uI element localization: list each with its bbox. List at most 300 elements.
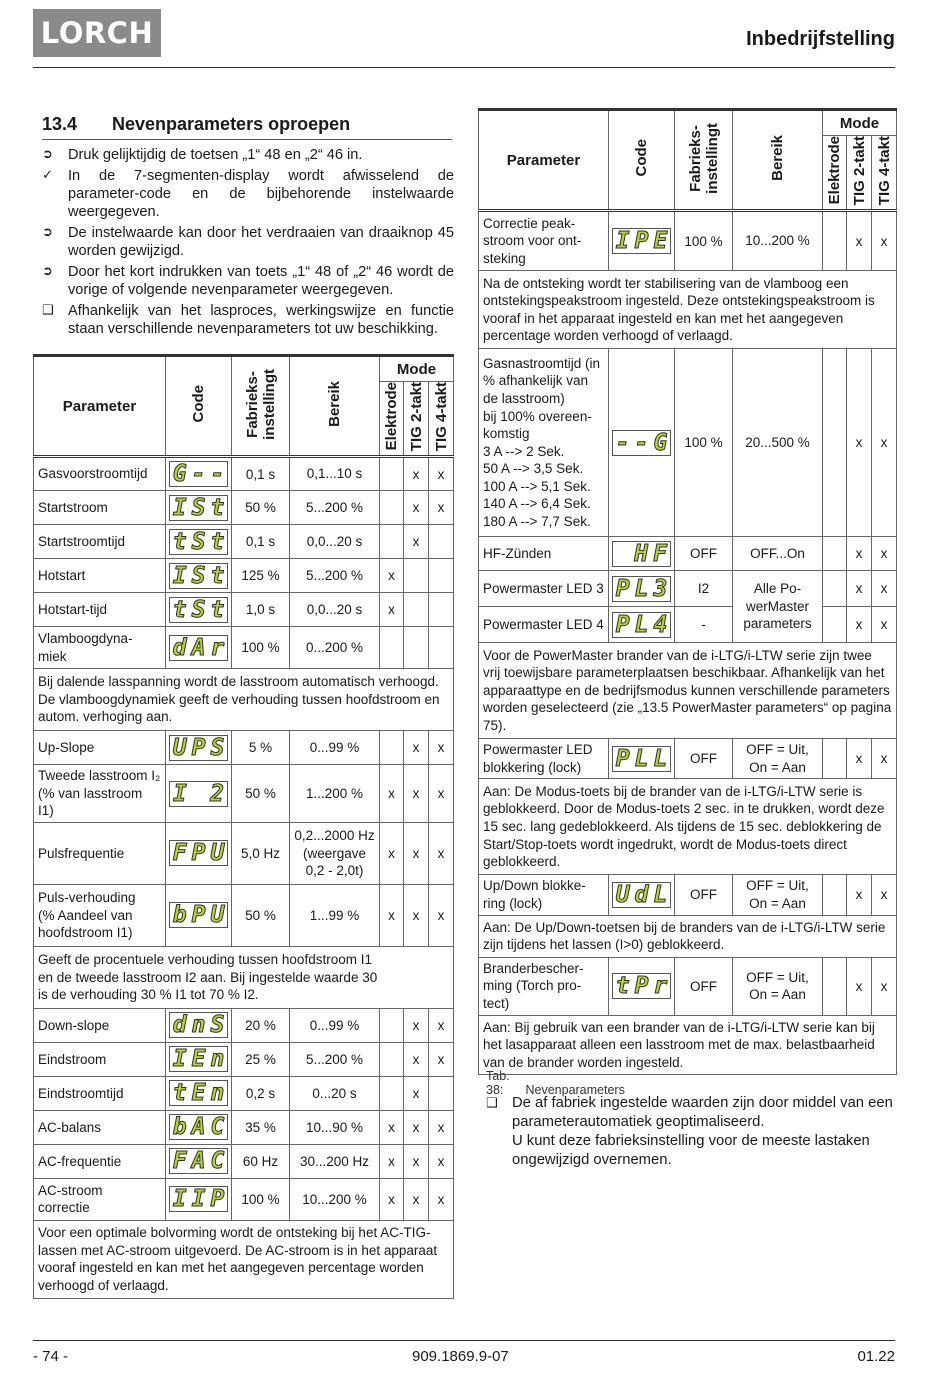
factory-value: 100 % bbox=[232, 1178, 290, 1220]
instruction-item bbox=[42, 167, 454, 221]
table-row bbox=[34, 884, 454, 946]
mode-mark: x bbox=[847, 957, 872, 1015]
table-row bbox=[479, 957, 897, 1015]
segment-digit: d bbox=[172, 1012, 187, 1039]
parameter-name: Powermaster LED blokkering (lock) bbox=[479, 739, 609, 779]
mode-mark: x bbox=[847, 571, 872, 607]
segment-digit: E bbox=[191, 1080, 206, 1107]
footer-rule bbox=[33, 1340, 895, 1341]
section-heading bbox=[42, 114, 452, 140]
mode-mark: x bbox=[404, 822, 429, 884]
segment-digit: t bbox=[210, 562, 225, 589]
display-code bbox=[609, 957, 675, 1015]
parameter-name: Branderbescher- ming (Torch pro- tect) bbox=[479, 957, 609, 1015]
mode-mark: x bbox=[380, 822, 404, 884]
header-factory-setting-text: Fabrieks- instellingt bbox=[243, 368, 278, 440]
mode-mark: x bbox=[429, 1042, 454, 1076]
range-value: OFF = Uit, On = Aan bbox=[733, 875, 823, 915]
display-code bbox=[166, 593, 232, 627]
seven-segment-display bbox=[169, 902, 228, 928]
header-mode: Mode bbox=[380, 356, 454, 382]
display-code bbox=[609, 739, 675, 779]
seven-segment-display bbox=[169, 1080, 228, 1106]
parameter-name: Eindstroom bbox=[34, 1042, 166, 1076]
arrow-icon: ➲ bbox=[42, 264, 53, 279]
segment-digit: d bbox=[172, 634, 187, 661]
segment-digit: L bbox=[634, 575, 649, 602]
table-note-row bbox=[479, 915, 897, 957]
table-row bbox=[34, 491, 454, 525]
display-code bbox=[166, 1110, 232, 1144]
display-code bbox=[166, 525, 232, 559]
segment-digit: F bbox=[653, 540, 667, 567]
mode-mark bbox=[823, 537, 847, 571]
mode-mark bbox=[823, 739, 847, 779]
mode-mark: x bbox=[404, 1008, 429, 1042]
mode-mark: x bbox=[872, 537, 897, 571]
table-note-row bbox=[479, 1015, 897, 1075]
instruction-text: De instelwaarde kan door het verdraaien van draaiknop 45 worden gewijzigd. bbox=[68, 225, 454, 259]
table-note: Voor een optimale bolvorming wordt de ontsteking bij het AC-TIG-lassen met AC-stroom uitgevoerd. De AC-stroom is in het apparaat vooraf ingesteld en kan met het aangegeven percentage worden verhoogd of verlaagd. bbox=[34, 1220, 454, 1298]
arrow-icon: ➲ bbox=[42, 225, 53, 240]
segment-digit: t bbox=[172, 596, 187, 623]
segment-digit: - bbox=[210, 461, 225, 488]
parameter-name: Hotstart bbox=[34, 559, 166, 593]
factory-value: OFF bbox=[675, 875, 733, 915]
table-note: Geeft de procentuele verhouding tussen hoofdstroom I1 en de tweede lasstroom I2 aan. Bij ingestelde waarde 30 is de verhouding 30 % I1 tot 70 % I2. bbox=[34, 946, 454, 1008]
segment-digit: b bbox=[172, 1114, 187, 1141]
segment-digit: - bbox=[634, 429, 649, 456]
seven-segment-display bbox=[169, 1046, 228, 1072]
header-mode: Mode bbox=[823, 110, 897, 136]
parameter-name: Pulsfrequentie bbox=[34, 822, 166, 884]
table-row bbox=[34, 765, 454, 823]
mode-mark: x bbox=[404, 1178, 429, 1220]
table-row bbox=[34, 1008, 454, 1042]
range-value: 20...500 % bbox=[733, 349, 823, 537]
mode-mark: x bbox=[404, 525, 429, 559]
display-code bbox=[166, 559, 232, 593]
section-title: Nevenparameters oproepen bbox=[112, 114, 351, 134]
table-row bbox=[34, 559, 454, 593]
segment-digit: P bbox=[191, 840, 206, 867]
mode-mark: x bbox=[872, 349, 897, 537]
parameter-name: AC-balans bbox=[34, 1110, 166, 1144]
segment-digit: 3 bbox=[653, 575, 668, 602]
factory-value: 0,1 s bbox=[232, 457, 290, 491]
range-value: 1...200 % bbox=[290, 765, 380, 823]
table-row bbox=[34, 1144, 454, 1178]
intro-instructions bbox=[42, 146, 454, 341]
header-mode-label: Elektrode bbox=[826, 136, 843, 205]
factory-value: 5 % bbox=[232, 731, 290, 765]
factory-value: 1,0 s bbox=[232, 593, 290, 627]
range-value: 0,0...20 s bbox=[290, 525, 380, 559]
parameter-name: Hotstart-tijd bbox=[34, 593, 166, 627]
table-note-row bbox=[479, 643, 897, 739]
segment-digit: A bbox=[191, 1148, 206, 1175]
table-row bbox=[479, 537, 897, 571]
segment-digit: 2 bbox=[210, 780, 224, 807]
header-range-text: Bereik bbox=[769, 135, 786, 182]
display-code bbox=[609, 607, 675, 643]
display-code bbox=[166, 884, 232, 946]
segment-digit: G bbox=[172, 461, 187, 488]
mode-mark: x bbox=[429, 457, 454, 491]
mode-mark: x bbox=[429, 1178, 454, 1220]
mode-mark: x bbox=[847, 739, 872, 779]
range-value: 1...99 % bbox=[290, 884, 380, 946]
mode-mark bbox=[823, 571, 847, 607]
header-range bbox=[290, 356, 380, 457]
range-value: OFF...On bbox=[733, 537, 823, 571]
parameter-name: AC-stroom correctie bbox=[34, 1178, 166, 1220]
segment-digit: I bbox=[173, 780, 187, 807]
mode-mark bbox=[380, 1042, 404, 1076]
mode-mark: x bbox=[404, 457, 429, 491]
mode-mark: x bbox=[872, 957, 897, 1015]
table-note: Voor de PowerMaster brander van de i-LTG/i-LTW serie zijn twee vrij toewijsbare parameterplaatsen beschikbaar. Afhankelijk van het apparaattype en de bedrijfsmodus kunnen verschillende parameters worden geselecteerd (zie „13.5 PowerMaster parameters“ op pagina 75). bbox=[479, 643, 897, 739]
parameter-name: Puls-verhouding (% Aandeel van hoofdstroom I1) bbox=[34, 884, 166, 946]
mode-mark: x bbox=[404, 1042, 429, 1076]
segment-digit: U bbox=[210, 902, 225, 929]
header-mode-label: TIG 4-takt bbox=[875, 136, 893, 206]
mode-mark bbox=[380, 627, 404, 669]
segment-digit: I bbox=[615, 228, 630, 255]
range-value: 0...99 % bbox=[290, 731, 380, 765]
header-mode-label: TIG 2-takt bbox=[407, 382, 425, 452]
header-code bbox=[166, 356, 232, 457]
seven-segment-display bbox=[169, 840, 228, 866]
mode-mark: x bbox=[404, 765, 429, 823]
segment-digit: A bbox=[191, 1114, 206, 1141]
segment-digit: r bbox=[653, 973, 668, 1000]
range-value: 0,2...2000 Hz (weergave 0,2 - 2,0t) bbox=[290, 822, 380, 884]
range-value: OFF = Uit, On = Aan bbox=[733, 739, 823, 779]
display-code bbox=[166, 731, 232, 765]
segment-digit: S bbox=[191, 528, 206, 555]
segment-digit: d bbox=[634, 881, 649, 908]
parameter-name: Up-Slope bbox=[34, 731, 166, 765]
segment-digit: G bbox=[653, 429, 668, 456]
mode-mark bbox=[380, 525, 404, 559]
header-code-text: Code bbox=[190, 385, 207, 423]
segment-digit: t bbox=[210, 596, 225, 623]
mode-mark bbox=[429, 1076, 454, 1110]
mode-mark: x bbox=[872, 211, 897, 271]
factory-value: 0,1 s bbox=[232, 525, 290, 559]
display-code bbox=[609, 349, 675, 537]
segment-digit: I bbox=[172, 494, 187, 521]
segment-digit: n bbox=[191, 1012, 206, 1039]
mode-mark: x bbox=[872, 571, 897, 607]
segment-digit: H bbox=[634, 540, 649, 567]
display-code bbox=[166, 491, 232, 525]
range-value: 5...200 % bbox=[290, 1042, 380, 1076]
mode-mark bbox=[823, 957, 847, 1015]
footer-page-number: - 74 - bbox=[33, 1348, 69, 1365]
segment-digit: S bbox=[191, 494, 206, 521]
table-note: Aan: De Up/Down-toetsen bij de branders van de i-LTG/i-LTW serie zijn tijdens het lassen (I>0) geblokkeerd. bbox=[479, 915, 897, 957]
mode-mark: x bbox=[847, 211, 872, 271]
table-row bbox=[34, 525, 454, 559]
mode-mark bbox=[380, 457, 404, 491]
segment-digit: A bbox=[191, 634, 206, 661]
parameter-name: Vlamboogdyna- miek bbox=[34, 627, 166, 669]
factory-value: 25 % bbox=[232, 1042, 290, 1076]
table-row bbox=[34, 1110, 454, 1144]
table-note-row bbox=[34, 1220, 454, 1298]
checkbox-icon: ❑ bbox=[486, 1096, 498, 1111]
segment-digit: I bbox=[172, 1046, 187, 1073]
seven-segment-display bbox=[169, 1148, 228, 1174]
segment-digit: E bbox=[653, 228, 668, 255]
header-parameter: Parameter bbox=[34, 356, 166, 457]
table-row bbox=[34, 731, 454, 765]
instruction-text: Door het kort indrukken van toets „1“ 48 of „2“ 46 wordt de vorige of volgende nevenparameter weergegeven. bbox=[68, 264, 454, 298]
range-value: 10...200 % bbox=[290, 1178, 380, 1220]
factory-value: OFF bbox=[675, 739, 733, 779]
checkmark-icon: ✓ bbox=[42, 168, 53, 183]
segment-digit: S bbox=[210, 734, 225, 761]
seven-segment-display bbox=[612, 746, 671, 772]
seven-segment-display bbox=[169, 461, 228, 487]
mode-mark bbox=[429, 559, 454, 593]
header-mode-2 bbox=[872, 136, 897, 211]
mode-mark: x bbox=[380, 1110, 404, 1144]
range-value: 0...20 s bbox=[290, 1076, 380, 1110]
range-value: 10...200 % bbox=[733, 211, 823, 271]
segment-digit: b bbox=[172, 902, 187, 929]
factory-value: 60 Hz bbox=[232, 1144, 290, 1178]
segment-digit: - bbox=[615, 429, 630, 456]
display-code bbox=[166, 1042, 232, 1076]
table-row bbox=[34, 1042, 454, 1076]
segment-digit: U bbox=[172, 734, 187, 761]
range-value: 0,1...10 s bbox=[290, 457, 380, 491]
factory-value: 35 % bbox=[232, 1110, 290, 1144]
table-row bbox=[479, 875, 897, 915]
parameter-name: HF-Zünden bbox=[479, 537, 609, 571]
factory-value: OFF bbox=[675, 957, 733, 1015]
header-code bbox=[609, 110, 675, 211]
parameter-name: Gasvoorstroomtijd bbox=[34, 457, 166, 491]
display-code bbox=[166, 1178, 232, 1220]
factory-value: - bbox=[675, 607, 733, 643]
instruction-item bbox=[42, 263, 454, 299]
segment-digit: P bbox=[191, 902, 206, 929]
table-row bbox=[479, 349, 897, 537]
seven-segment-display bbox=[169, 1114, 228, 1140]
factory-value: 0,2 s bbox=[232, 1076, 290, 1110]
mode-mark: x bbox=[429, 884, 454, 946]
segment-digit: t bbox=[210, 494, 225, 521]
range-value: 5...200 % bbox=[290, 559, 380, 593]
segment-digit: P bbox=[615, 611, 630, 638]
segment-digit: n bbox=[210, 1046, 225, 1073]
display-code bbox=[166, 1144, 232, 1178]
mode-mark: x bbox=[429, 1144, 454, 1178]
mode-mark: x bbox=[380, 884, 404, 946]
parameter-name: Eindstroomtijd bbox=[34, 1076, 166, 1110]
table-row bbox=[479, 607, 897, 643]
parameter-name: Powermaster LED 4 bbox=[479, 607, 609, 643]
mode-mark: x bbox=[404, 884, 429, 946]
segment-digit: C bbox=[210, 1148, 225, 1175]
factory-value: 50 % bbox=[232, 491, 290, 525]
mode-mark: x bbox=[404, 1076, 429, 1110]
seven-segment-display bbox=[612, 541, 671, 567]
parameter-name: Up/Down blokke- ring (lock) bbox=[479, 875, 609, 915]
parameter-name: AC-frequentie bbox=[34, 1144, 166, 1178]
factory-value: I2 bbox=[675, 571, 733, 607]
seven-segment-display bbox=[169, 495, 228, 521]
header-factory-setting bbox=[675, 110, 733, 211]
seven-segment-display bbox=[612, 228, 671, 254]
mode-mark bbox=[823, 349, 847, 537]
mode-mark bbox=[404, 593, 429, 627]
segment-digit: P bbox=[615, 745, 630, 772]
seven-segment-display bbox=[169, 597, 228, 623]
page-header-title: Inbedrijfstelling bbox=[746, 28, 895, 50]
table-row bbox=[34, 1076, 454, 1110]
table-note-row bbox=[34, 946, 454, 1008]
closing-note bbox=[486, 1094, 896, 1170]
table-note: Aan: De Modus-toets bij de brander van de i-LTG/i-LTW serie is geblokkeerd. Door de Modus-toets 2 sec. in te drukken, wordt deze 15 sec. lang gedeblokkeerd. Als tijdens de 15 sec. deblokkering de Start/Stop-toets wordt ingedrukt, wordt de Modus-toets direct geblokkeerd. bbox=[479, 779, 897, 875]
segment-digit: I bbox=[191, 1186, 206, 1213]
segment-digit: P bbox=[634, 228, 649, 255]
mode-mark: x bbox=[380, 1144, 404, 1178]
factory-value: 20 % bbox=[232, 1008, 290, 1042]
mode-mark: x bbox=[872, 875, 897, 915]
seven-segment-display bbox=[169, 1186, 228, 1212]
header-mode-0 bbox=[823, 136, 847, 211]
segment-digit: - bbox=[191, 461, 206, 488]
table-caption bbox=[486, 1069, 625, 1097]
header-mode-2 bbox=[429, 382, 454, 457]
segment-digit: P bbox=[191, 734, 206, 761]
mode-mark: x bbox=[404, 1144, 429, 1178]
lorch-logo: LORCH bbox=[33, 9, 161, 57]
segment-digit: U bbox=[210, 840, 225, 867]
segment-digit: L bbox=[653, 745, 668, 772]
mode-mark bbox=[429, 627, 454, 669]
parameter-name: Down-slope bbox=[34, 1008, 166, 1042]
mode-mark: x bbox=[380, 559, 404, 593]
segment-digit: t bbox=[615, 973, 630, 1000]
footer-doc-number: 909.1869.9-07 bbox=[412, 1348, 509, 1365]
display-code bbox=[609, 571, 675, 607]
mode-mark bbox=[404, 627, 429, 669]
header-parameter: Parameter bbox=[479, 110, 609, 211]
header-mode-1 bbox=[404, 382, 429, 457]
segment-digit: I bbox=[172, 1186, 187, 1213]
header-range-text: Bereik bbox=[326, 381, 343, 428]
segment-digit: r bbox=[210, 634, 225, 661]
display-code bbox=[166, 822, 232, 884]
header-code-text: Code bbox=[633, 139, 650, 177]
instruction-item bbox=[42, 302, 454, 338]
display-code bbox=[166, 765, 232, 823]
header-factory-setting bbox=[232, 356, 290, 457]
range-value: 5...200 % bbox=[290, 491, 380, 525]
section-number: 13.4 bbox=[42, 114, 78, 134]
header-mode-1 bbox=[847, 136, 872, 211]
mode-mark: x bbox=[847, 349, 872, 537]
seven-segment-display bbox=[612, 882, 671, 908]
segment-digit: n bbox=[210, 1080, 225, 1107]
segment-digit: F bbox=[172, 840, 187, 867]
seven-segment-display bbox=[612, 973, 671, 999]
seven-segment-display bbox=[169, 635, 228, 661]
factory-value: 100 % bbox=[675, 211, 733, 271]
range-value: 0...99 % bbox=[290, 1008, 380, 1042]
mode-mark: x bbox=[872, 607, 897, 643]
table-note-row bbox=[479, 779, 897, 875]
segment-digit: P bbox=[634, 973, 649, 1000]
seven-segment-display bbox=[612, 576, 671, 602]
mode-mark bbox=[823, 875, 847, 915]
table-note: Bij dalende lasspanning wordt de lasstroom automatisch verhoogd. De vlamboogdynamiek geeft de verhouding tussen hoofdstroom en autom. verhoging aan. bbox=[34, 669, 454, 731]
table-note-row bbox=[34, 669, 454, 731]
mode-mark: x bbox=[429, 491, 454, 525]
segment-digit: P bbox=[615, 575, 630, 602]
mode-mark: x bbox=[847, 875, 872, 915]
mode-mark bbox=[380, 1076, 404, 1110]
mode-mark: x bbox=[429, 731, 454, 765]
table-row bbox=[34, 627, 454, 669]
seven-segment-display bbox=[612, 612, 671, 638]
mode-mark: x bbox=[380, 593, 404, 627]
instruction-item bbox=[42, 146, 454, 164]
range-value: 0...200 % bbox=[290, 627, 380, 669]
mode-mark: x bbox=[429, 822, 454, 884]
mode-mark bbox=[380, 1008, 404, 1042]
caption-label: Tab. 38: bbox=[486, 1069, 510, 1097]
range-value: Alle Po- werMaster parameters bbox=[733, 571, 823, 643]
mode-mark: x bbox=[429, 765, 454, 823]
factory-value: 50 % bbox=[232, 765, 290, 823]
factory-value: 5,0 Hz bbox=[232, 822, 290, 884]
table-row bbox=[479, 571, 897, 607]
seven-segment-display bbox=[169, 1012, 228, 1038]
mode-mark: x bbox=[404, 491, 429, 525]
parameter-table-right bbox=[478, 108, 897, 1075]
instruction-text: Afhankelijk van het lasproces, werkingswijze en functie staan verschillende nevenparameters tot uw beschikking. bbox=[68, 303, 454, 337]
header-factory-setting-text: Fabrieks- instellingt bbox=[686, 122, 721, 194]
parameter-name: Tweede lasstroom I₂ (% van lasstroom I1) bbox=[34, 765, 166, 823]
display-code bbox=[166, 627, 232, 669]
mode-mark: x bbox=[429, 1008, 454, 1042]
mode-mark: x bbox=[380, 765, 404, 823]
table-row bbox=[34, 457, 454, 491]
caption-text: Nevenparameters bbox=[525, 1083, 625, 1097]
header-mode-label: TIG 2-takt bbox=[850, 136, 868, 206]
seven-segment-display bbox=[169, 781, 228, 807]
header-mode-label: TIG 4-takt bbox=[432, 382, 450, 452]
instruction-item bbox=[42, 224, 454, 260]
range-value: 30...200 Hz bbox=[290, 1144, 380, 1178]
instruction-text: In de 7-segmenten-display wordt afwisselend de parameter-code en de bijbehorende instelwaarde weergegeven. bbox=[68, 168, 454, 220]
segment-digit: t bbox=[210, 528, 225, 555]
parameter-name: Powermaster LED 3 bbox=[479, 571, 609, 607]
seven-segment-display bbox=[169, 563, 228, 589]
display-code bbox=[609, 537, 675, 571]
table-note: Na de ontsteking wordt ter stabilisering van de vlamboog een ontstekingspeakstroom ingesteld. Deze ontstekingspeakstroom is vooraf in het apparaat ingesteld en kan met het aangegeven percentage worden verhoogd of verlaagd. bbox=[479, 271, 897, 349]
display-code bbox=[609, 875, 675, 915]
segment-digit: 4 bbox=[653, 611, 668, 638]
factory-value: 125 % bbox=[232, 559, 290, 593]
